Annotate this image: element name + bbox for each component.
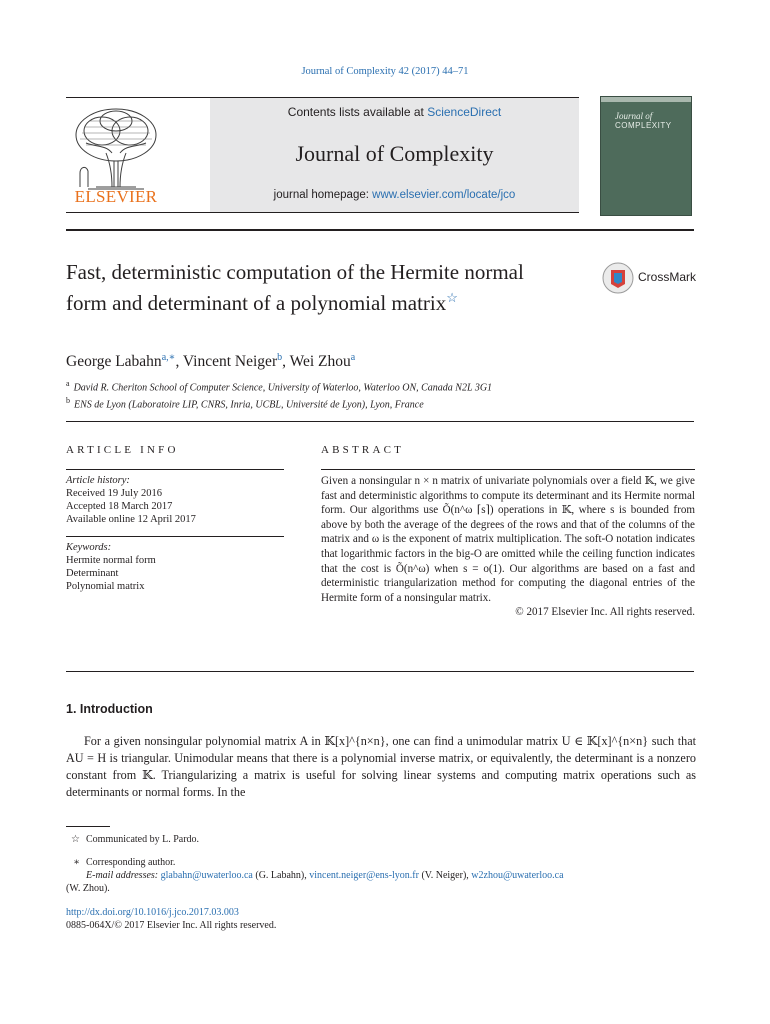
author-list: George Labahn$^{a,∗}$, Vincent Neiger$^b$, Wei Zhou$^a$ xyxy=(66,352,356,371)
author-name: George Labahn xyxy=(66,353,162,371)
sciencedirect-link[interactable]: ScienceDirect xyxy=(427,105,502,119)
section-divider xyxy=(66,421,694,422)
author-name: Vincent Neiger xyxy=(182,353,278,371)
footnote-text: Corresponding author. xyxy=(86,857,176,868)
crossmark-label: CrossMark xyxy=(638,270,697,284)
email-link[interactable]: w2zhou@uwaterloo.ca xyxy=(471,870,564,881)
history-label: Article history: xyxy=(66,475,130,486)
affiliation-text: ENS de Lyon (Laboratoire LIP, CNRS, Inria, UCBL, Université de Lyon), Lyon, France xyxy=(74,399,424,411)
article-title xyxy=(66,259,566,316)
affiliation xyxy=(66,396,424,410)
introduction-paragraph: For a given nonsingular polynomial matrix A in 𝕂[x]^{n×n}, one can find a unimodular matrix U ∈ 𝕂[x]^{n×n} such that AU = H is triangular. Unimodular means that there is a polynomial inverse matrix, or equivalently, the determinant is a nonzero constant from 𝕂. Triangularizing a matrix is useful for solving linear systems and computing matrix operations such as determinants or normal forms. In the xyxy=(66,734,696,799)
accepted-date: Accepted 18 March 2017 xyxy=(66,501,173,512)
abstract-body xyxy=(321,474,695,620)
crossmark-icon xyxy=(602,262,634,294)
journal-cover-thumbnail[interactable] xyxy=(600,96,692,216)
article-info-heading: ARTICLE INFO xyxy=(66,444,179,456)
masthead-bottom-rule xyxy=(66,212,579,213)
footnote-communicated xyxy=(66,833,199,846)
cover-title-line2: COMPLEXITY xyxy=(615,121,672,130)
homepage-line xyxy=(210,189,579,201)
email-label: E-mail addresses: xyxy=(86,870,161,881)
email-link[interactable]: vincent.neiger@ens-lyon.fr xyxy=(309,870,419,881)
email-owner: (G. Labahn), xyxy=(252,870,310,881)
footnote-star-icon: ☆ xyxy=(71,834,80,845)
footnote-asterisk-icon: ∗ xyxy=(73,857,80,868)
article-title-text: Fast, deterministic computation of the Hermite normal form and determinant of a polynomial matrix xyxy=(66,260,524,315)
abstract-rule xyxy=(321,469,695,470)
article-history xyxy=(66,474,196,526)
email-owner: (V. Neiger), xyxy=(418,870,472,881)
footnote-corresponding xyxy=(66,856,175,869)
keywords-rule xyxy=(66,536,284,537)
affiliation-mark: a xyxy=(66,379,70,388)
section-divider xyxy=(66,671,694,672)
abstract-paragraph: Given a nonsingular n × n matrix of univariate polynomials over a field 𝕂, we give fast and deterministic algorithms to compute its determinant and its Hermite normal form. Our algorithms use Õ(n^ω ⌈s⌉) operations in 𝕂, where s is bounded from above by both the average of the degrees of the rows and that of the columns of the matrix and ω is the exponent of matrix multiplication. The soft-O notation indicates that logarithmic factors in the big-O are omitted while the ceiling function indicates that the cost is Õ(n^ω) when s = o(1). Our algorithms are based on a fast and deterministic triangularization method for computing the diagonal entries of the Hermite form of a nonsingular matrix. xyxy=(321,475,695,604)
footnote-emails xyxy=(86,869,686,882)
footnote-rule xyxy=(66,826,110,827)
homepage-link[interactable]: www.elsevier.com/locate/jco xyxy=(372,189,516,201)
doi-link[interactable]: http://dx.doi.org/10.1016/j.jco.2017.03.003 xyxy=(66,907,239,918)
journal-reference[interactable]: Journal of Complexity 42 (2017) 44–71 xyxy=(301,66,469,77)
article-info-rule xyxy=(66,469,284,470)
crossmark-badge[interactable] xyxy=(602,262,698,296)
contents-line xyxy=(210,105,579,119)
author-affiliation-mark[interactable]: b xyxy=(277,352,283,363)
author-name: Wei Zhou xyxy=(289,353,351,371)
introduction-body xyxy=(66,733,696,801)
homepage-prefix: journal homepage: xyxy=(273,189,373,201)
keyword: Hermite normal form xyxy=(66,555,156,566)
elsevier-wordmark: ELSEVIER xyxy=(74,187,158,206)
cover-top-band xyxy=(601,97,691,102)
keyword: Polynomial matrix xyxy=(66,581,145,592)
keywords-label: Keywords: xyxy=(66,542,112,553)
footnote-text: Communicated by L. Pardo. xyxy=(86,834,200,845)
cover-title-line1: Journal of xyxy=(615,111,653,121)
contents-prefix: Contents lists available at xyxy=(287,105,428,119)
keyword: Determinant xyxy=(66,568,119,579)
keywords-block xyxy=(66,541,156,593)
email-link[interactable]: glabahn@uwaterloo.ca xyxy=(160,870,253,881)
masthead-thick-rule xyxy=(66,229,694,231)
author-affiliation-mark[interactable]: a,∗ xyxy=(161,352,176,363)
affiliation xyxy=(66,379,492,393)
title-footnote-star-icon[interactable]: ☆ xyxy=(446,290,458,305)
online-date: Available online 12 April 2017 xyxy=(66,514,196,525)
abstract-heading: ABSTRACT xyxy=(321,444,405,456)
affiliation-mark: b xyxy=(66,396,70,405)
issn-line: 0885-064X/© 2017 Elsevier Inc. All rights reserved. xyxy=(66,920,277,931)
journal-name: Journal of Complexity xyxy=(295,141,494,166)
affiliation-text: David R. Cheriton School of Computer Science, University of Waterloo, Waterloo ON, Canada N2L 3G1 xyxy=(73,382,493,394)
introduction-heading: 1. Introduction xyxy=(66,702,153,716)
footnote-email-owner: (W. Zhou). xyxy=(66,883,110,894)
author-affiliation-mark[interactable]: a xyxy=(350,352,356,363)
abstract-copyright: © 2017 Elsevier Inc. All rights reserved. xyxy=(515,606,695,619)
received-date: Received 19 July 2016 xyxy=(66,488,162,499)
